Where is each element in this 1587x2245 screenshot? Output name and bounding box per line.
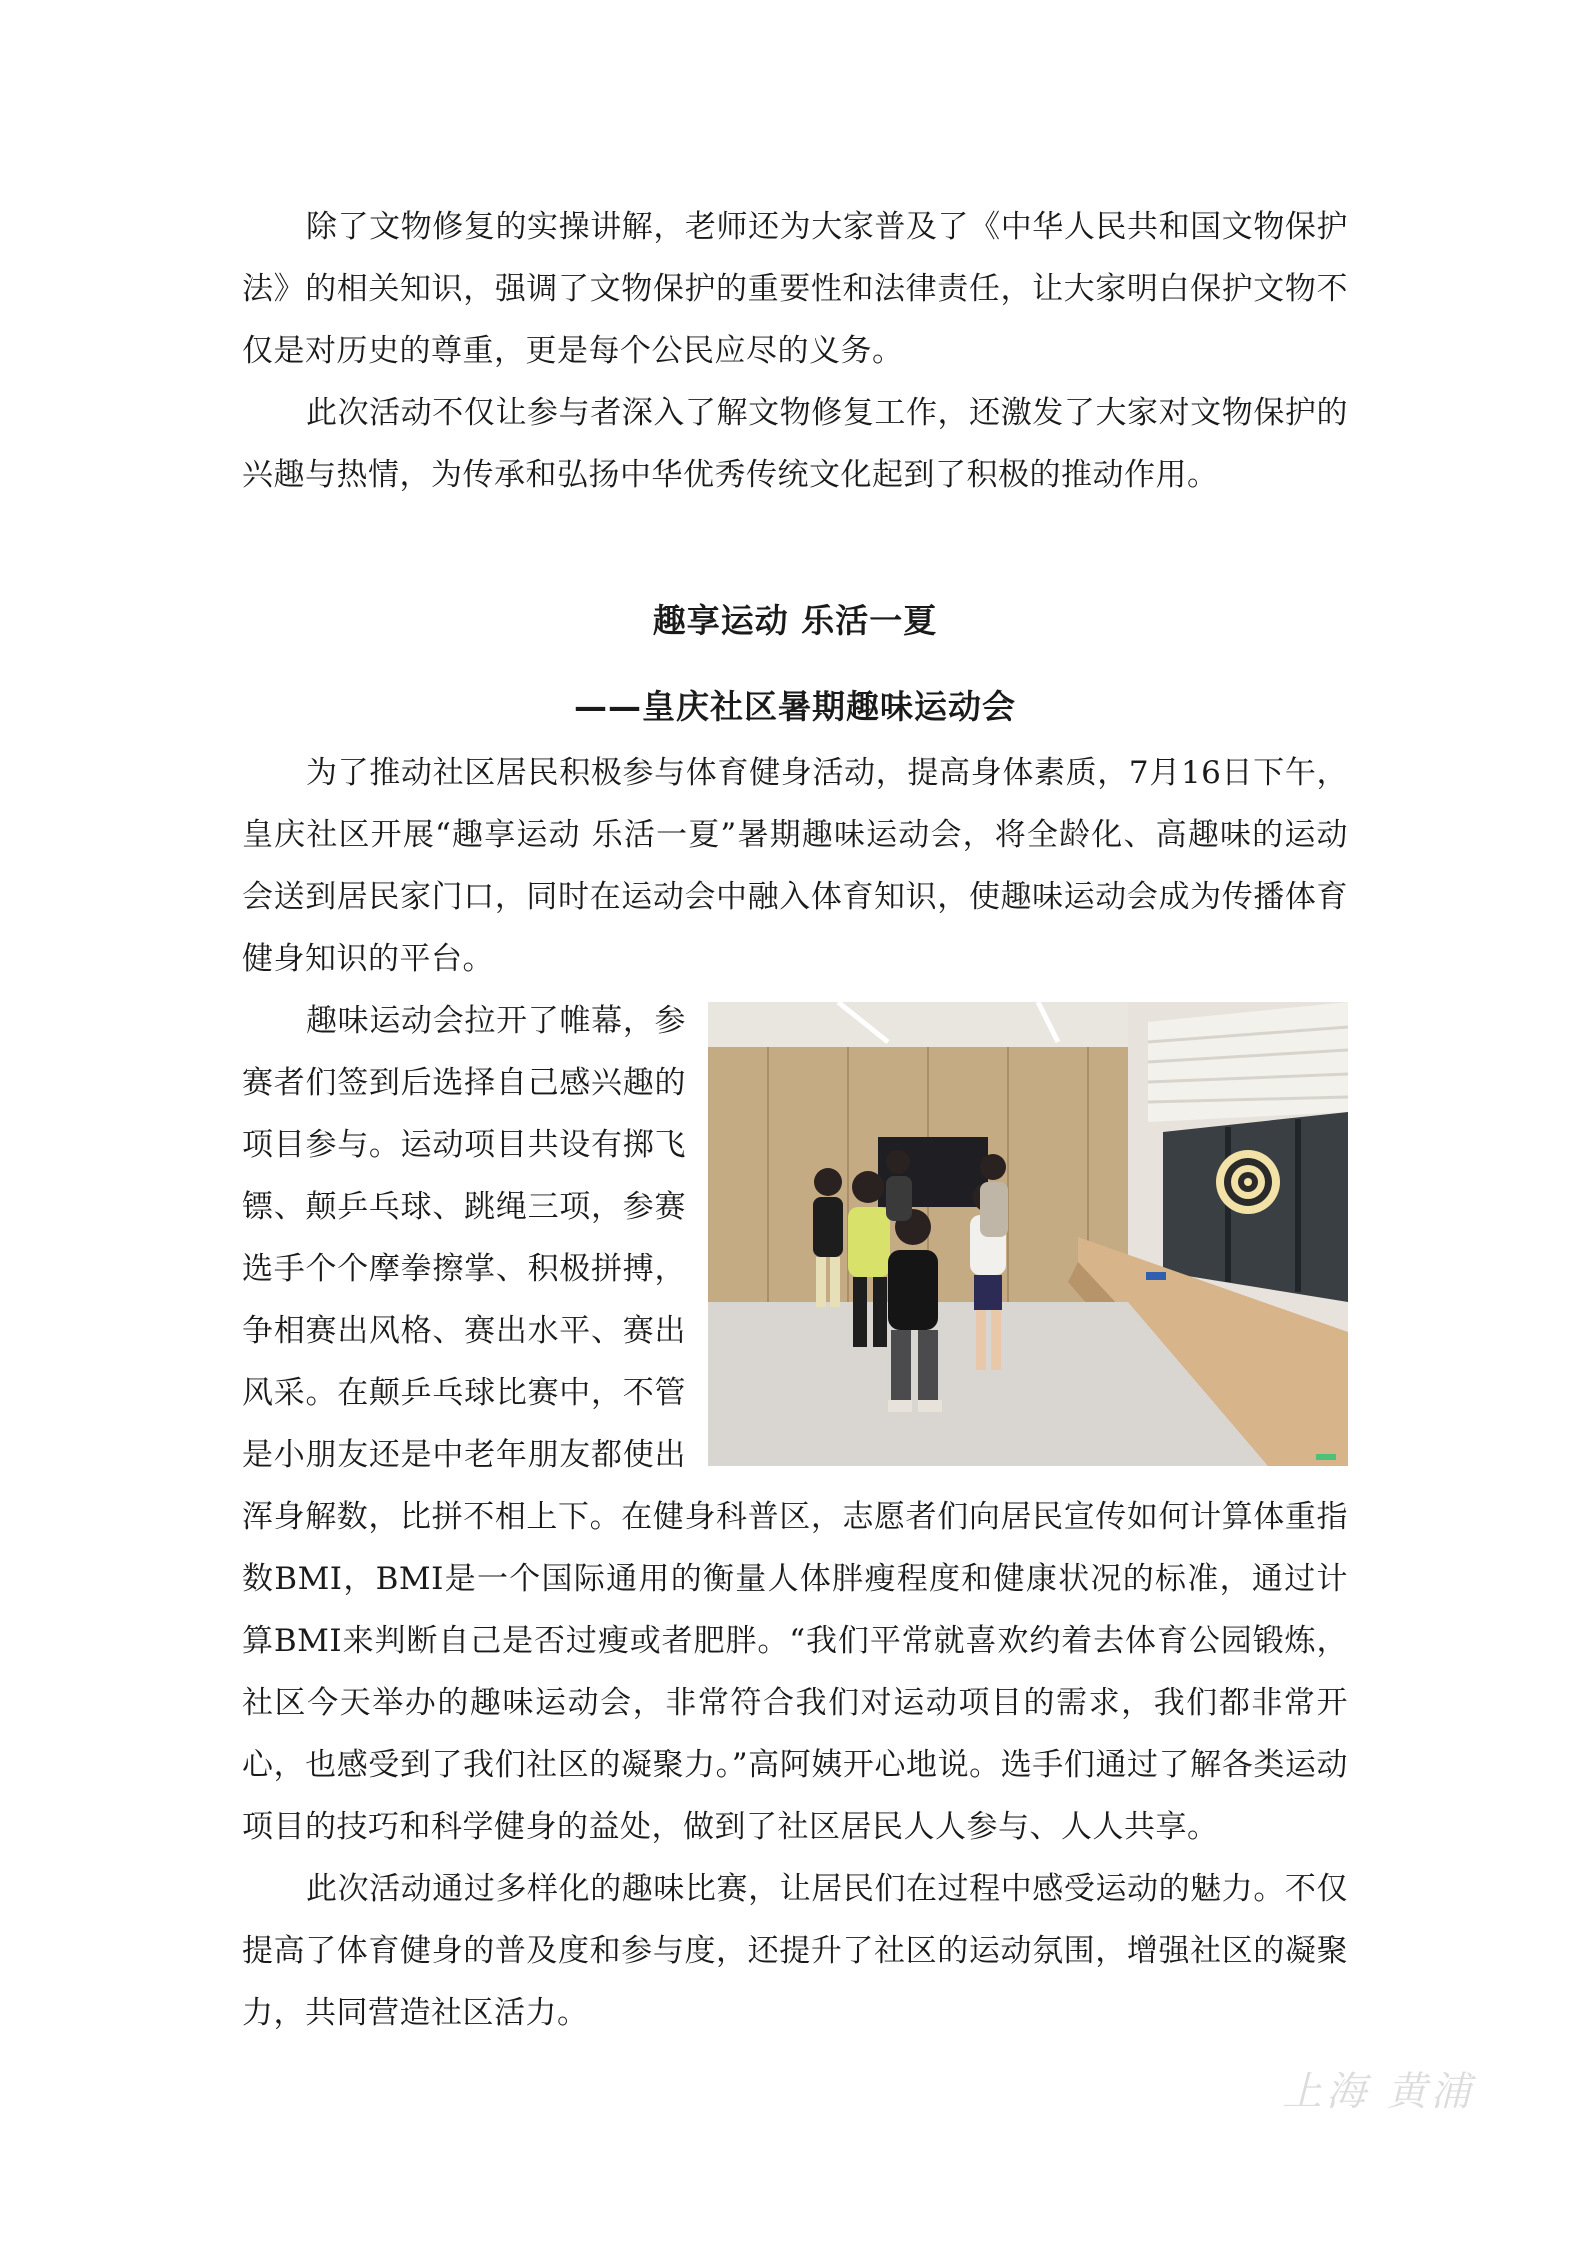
paragraph-with-photo [242, 990, 1348, 1858]
paragraph-law-knowledge: 除了文物修复的实操讲解，老师还为大家普及了《中华人民共和国文物保护法》的相关知识，强调了文物保护的重要性和法律责任，让大家明白保护文物不仅是对历史的尊重，更是每个公民应尽的义务。 [242, 209, 1348, 369]
section-subtitle: ——皇庆社区暑期趣味运动会 [574, 687, 1016, 726]
section-title: 趣享运动 乐活一夏 [652, 601, 938, 640]
document-body [242, 196, 1348, 2044]
paragraph-intro: 为了推动社区居民积极参与体育健身活动，提高身体素质，7月16日下午，皇庆社区开展“趣享运动 乐活一夏”暑期趣味运动会，将全龄化、高趣味的运动会送到居民家门口，同时在运动会中融入体育知识，使趣味运动会成为传播体育健身知识的平台。 [242, 755, 1348, 977]
paragraph-conclusion: 此次活动通过多样化的趣味比赛，让居民们在过程中感受运动的魅力。不仅提高了体育健身的普及度和参与度，还提升了社区的运动氛围，增强社区的凝聚力，共同营造社区活力。 [242, 1871, 1348, 2031]
paragraph-event-details: 趣味运动会拉开了帷幕，参赛者们签到后选择自己感兴趣的项目参与。运动项目共设有掷飞镖、颠乒乓球、跳绳三项，参赛选手个个摩拳擦掌、积极拼搏，争相赛出风格、赛出水平、赛出风采。在颠乒乓球比赛中，不管是小朋友还是中老年朋友都使出浑身解数，比拼不相上下。在健身科普区，志愿者们向居民宣传如何计算体重指数BMI，BMI是一个国际通用的衡量人体胖瘦程度和健康状况的标准，通过计算BMI来判断自己是否过瘦或者肥胖。“我们平常就喜欢约着去体育公园锻炼，社区今天举办的趣味运动会，非常符合我们对运动项目的需求，我们都非常开心，也感受到了我们社区的凝聚力。”高阿姨开心地说。选手们通过了解各类运动项目的技巧和科学健身的益处，做到了社区居民人人参与、人人共享。 [242, 1003, 1348, 1845]
event-photo-illustration [708, 1002, 1348, 1466]
event-photo [708, 1002, 1348, 1466]
watermark: 上海 黄浦 [1282, 2069, 1475, 2115]
paragraph-activity-summary: 此次活动不仅让参与者深入了解文物修复工作，还激发了大家对文物保护的兴趣与热情，为传承和弘扬中华优秀传统文化起到了积极的推动作用。 [242, 395, 1348, 493]
